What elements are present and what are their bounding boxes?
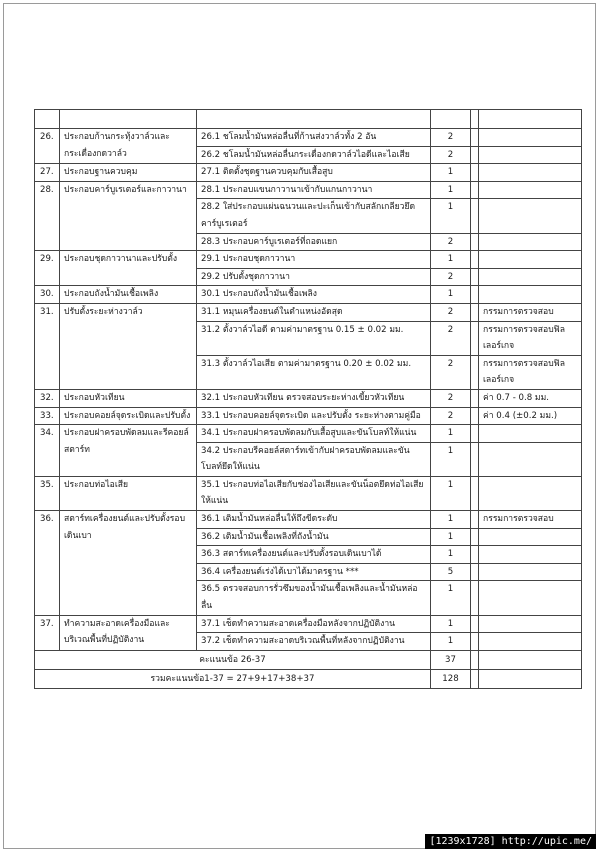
- remark-cell: [479, 251, 582, 269]
- sub-item: 35.1 ประกอบท่อไอเสียกับช่องไอเสียและขันน็อตยึดท่อไอเสียให้แน่น: [197, 476, 431, 510]
- spacer-cell: [471, 650, 479, 669]
- table-row: [35, 129, 582, 147]
- score-cell: 1: [431, 164, 471, 182]
- sub-item: 36.4 เครื่องยนต์เร่งได้เบาได้มาตรฐาน ***: [197, 563, 431, 581]
- spacer-cell: [471, 181, 479, 199]
- item-number: 30.: [35, 286, 60, 304]
- sub-item: 26.2 ชโลมน้ำมันหล่อลื่นกระเดื่องกดวาล์วไอดีและไอเสีย: [197, 146, 431, 164]
- score-cell: 2: [431, 233, 471, 251]
- item-number: 34.: [35, 425, 60, 477]
- spacer-cell: [471, 563, 479, 581]
- table-row: [35, 181, 582, 199]
- score-cell: 1: [431, 286, 471, 304]
- spacer-cell: [471, 511, 479, 529]
- score-cell: 1: [431, 511, 471, 529]
- item-title: ประกอบคาร์บูเรเตอร์และกาวานา: [60, 181, 197, 250]
- score-cell: 2: [431, 129, 471, 147]
- spacer-cell: [471, 407, 479, 425]
- spacer-cell: [471, 233, 479, 251]
- spacer-cell: [471, 669, 479, 688]
- score-cell: 2: [431, 303, 471, 321]
- score-cell: 1: [431, 528, 471, 546]
- score-cell: 1: [431, 199, 471, 233]
- item-title: ประกอบก้านกระทุ้งวาล์วและกระเดื่องกดวาล์ว: [60, 129, 197, 164]
- spacer-cell: [471, 476, 479, 510]
- sub-item: 28.1 ประกอบแขนกาวานาเข้ากับแกนกาวานา: [197, 181, 431, 199]
- table-row: [35, 511, 582, 529]
- item-number: 28.: [35, 181, 60, 250]
- sub-item: 26.1 ชโลมน้ำมันหล่อลื่นที่ก้านส่งวาล์วทั้ง 2 อัน: [197, 129, 431, 147]
- remark-cell: [479, 164, 582, 182]
- total-value: 37: [431, 650, 471, 669]
- remark-cell: [479, 129, 582, 147]
- blank-header-row: [35, 110, 582, 129]
- item-number: 37.: [35, 615, 60, 650]
- spacer-cell: [471, 633, 479, 651]
- sub-item: 36.2 เติมน้ำมันเชื้อเพลิงที่ถังน้ำมัน: [197, 528, 431, 546]
- sub-item: 33.1 ประกอบคอยล์จุดระเบิด และปรับตั้ง ระยะห่างตามคู่มือ: [197, 407, 431, 425]
- score-cell: 1: [431, 425, 471, 443]
- table-row: [35, 286, 582, 304]
- remark-cell: [479, 528, 582, 546]
- score-cell: 1: [431, 615, 471, 633]
- sub-item: 31.2 ตั้งวาล์วไอดี ตามค่ามาตรฐาน 0.15 ± 0.02 มม.: [197, 321, 431, 355]
- total-label: รวมคะแนนข้อ1-37 = 27+9+17+38+37: [35, 669, 431, 688]
- score-cell: 1: [431, 476, 471, 510]
- spacer-cell: [471, 164, 479, 182]
- spacer-cell: [471, 303, 479, 321]
- total-label: คะแนนข้อ 26-37: [35, 650, 431, 669]
- sub-item: 34.2 ประกอบรีคอยล์สตาร์ทเข้ากับฝาครอบพัดลมและขันโบลท์ยึดให้แน่น: [197, 442, 431, 476]
- total-row: [35, 669, 582, 688]
- score-cell: 5: [431, 563, 471, 581]
- remark-cell: [479, 581, 582, 615]
- table-row: [35, 615, 582, 633]
- remark-cell: [479, 181, 582, 199]
- remark-cell: กรรมการตรวจสอบฟิลเลอร์เกจ: [479, 355, 582, 389]
- remark-cell: [479, 199, 582, 233]
- score-cell: 1: [431, 251, 471, 269]
- item-title: ประกอบฝาครอบพัดลมและรีคอยล์สตาร์ท: [60, 425, 197, 477]
- remark-cell: ค่า 0.7 - 0.8 มม.: [479, 389, 582, 407]
- sub-item: 32.1 ประกอบหัวเทียน ตรวจสอบระยะห่างเขี้ยวหัวเทียน: [197, 389, 431, 407]
- item-title: ปรับตั้งระยะห่างวาล์ว: [60, 303, 197, 389]
- spacer-cell: [471, 615, 479, 633]
- sub-item: 28.3 ประกอบคาร์บูเรเตอร์ที่ถอดแยก: [197, 233, 431, 251]
- spacer-cell: [471, 251, 479, 269]
- item-number: 33.: [35, 407, 60, 425]
- table-row: [35, 303, 582, 321]
- sub-item: 36.1 เติมน้ำมันหล่อลื่นให้ถึงขีดระดับ: [197, 511, 431, 529]
- remark-cell: [479, 546, 582, 564]
- score-table: [34, 109, 582, 689]
- remark-cell: [479, 233, 582, 251]
- remark-cell: [479, 146, 582, 164]
- remark-cell: กรรมการตรวจสอบ: [479, 511, 582, 529]
- spacer-cell: [471, 286, 479, 304]
- item-title: ประกอบฐานควบคุม: [60, 164, 197, 182]
- score-cell: 1: [431, 442, 471, 476]
- remark-cell: [479, 286, 582, 304]
- item-number: 36.: [35, 511, 60, 616]
- remark-cell: [479, 633, 582, 651]
- sub-item: 29.1 ประกอบชุดกาวานา: [197, 251, 431, 269]
- spacer-cell: [471, 425, 479, 443]
- sub-item: 30.1 ประกอบถังน้ำมันเชื้อเพลิง: [197, 286, 431, 304]
- remark-cell: [479, 669, 582, 688]
- sub-item: 36.3 สตาร์ทเครื่องยนต์และปรับตั้งรอบเดินเบาได้: [197, 546, 431, 564]
- score-cell: 2: [431, 268, 471, 286]
- score-cell: 1: [431, 546, 471, 564]
- spacer-cell: [471, 146, 479, 164]
- sub-item: 36.5 ตรวจสอบการรั่วซึมของน้ำมันเชื้อเพลิงและน้ำมันหล่อลื่น: [197, 581, 431, 615]
- table-row: [35, 476, 582, 510]
- spacer-cell: [471, 268, 479, 286]
- watermark: [1239x1728] http://upic.me/: [425, 834, 596, 849]
- score-cell: 1: [431, 633, 471, 651]
- spacer-cell: [471, 581, 479, 615]
- sub-item: 31.1 หมุนเครื่องยนต์ในตำแหน่งอัดสุด: [197, 303, 431, 321]
- item-number: 35.: [35, 476, 60, 510]
- spacer-cell: [471, 321, 479, 355]
- score-cell: 2: [431, 355, 471, 389]
- item-title: ประกอบคอยล์จุดระเบิดและปรับตั้ง: [60, 407, 197, 425]
- remark-cell: ค่า 0.4 (±0.2 มม.): [479, 407, 582, 425]
- sub-item: 31.3 ตั้งวาล์วไอเสีย ตามค่ามาตรฐาน 0.20 ± 0.02 มม.: [197, 355, 431, 389]
- spacer-cell: [471, 528, 479, 546]
- spacer-cell: [471, 546, 479, 564]
- remark-cell: [479, 650, 582, 669]
- spacer-cell: [471, 199, 479, 233]
- table-row: [35, 425, 582, 443]
- sub-item: 27.1 ติดตั้งชุดฐานควบคุมกับเสื้อสูบ: [197, 164, 431, 182]
- remark-cell: กรรมการตรวจสอบ: [479, 303, 582, 321]
- item-title: สตาร์ทเครื่องยนต์และปรับตั้งรอบเดินเบา: [60, 511, 197, 616]
- item-number: 27.: [35, 164, 60, 182]
- remark-cell: [479, 442, 582, 476]
- sub-item: 37.2 เช็ดทำความสะอาดบริเวณพื้นที่หลังจากปฏิบัติงาน: [197, 633, 431, 651]
- remark-cell: [479, 268, 582, 286]
- spacer-cell: [471, 129, 479, 147]
- remark-cell: กรรมการตรวจสอบฟิลเลอร์เกจ: [479, 321, 582, 355]
- item-number: 31.: [35, 303, 60, 389]
- sub-item: 29.2 ปรับตั้งชุดกาวานา: [197, 268, 431, 286]
- spacer-cell: [471, 355, 479, 389]
- table-row: [35, 164, 582, 182]
- remark-cell: [479, 425, 582, 443]
- item-number: 26.: [35, 129, 60, 164]
- total-value: 128: [431, 669, 471, 688]
- item-number: 29.: [35, 251, 60, 286]
- total-row: [35, 650, 582, 669]
- item-number: 32.: [35, 389, 60, 407]
- item-title: ทำความสะอาดเครื่องมือและบริเวณพื้นที่ปฏิบัติงาน: [60, 615, 197, 650]
- item-title: ประกอบถังน้ำมันเชื้อเพลิง: [60, 286, 197, 304]
- score-cell: 2: [431, 321, 471, 355]
- score-cell: 1: [431, 581, 471, 615]
- table-row: [35, 251, 582, 269]
- sub-item: 37.1 เช็ดทำความสะอาดเครื่องมือหลังจากปฏิบัติงาน: [197, 615, 431, 633]
- table-row: [35, 407, 582, 425]
- item-title: ประกอบท่อไอเสีย: [60, 476, 197, 510]
- remark-cell: [479, 476, 582, 510]
- score-cell: 2: [431, 389, 471, 407]
- score-cell: 2: [431, 407, 471, 425]
- score-cell: 2: [431, 146, 471, 164]
- sub-item: 34.1 ประกอบฝาครอบพัดลมกับเสื้อสูบและขันโบลท์ให้แน่น: [197, 425, 431, 443]
- item-title: ประกอบหัวเทียน: [60, 389, 197, 407]
- remark-cell: [479, 615, 582, 633]
- score-cell: 1: [431, 181, 471, 199]
- remark-cell: [479, 563, 582, 581]
- spacer-cell: [471, 389, 479, 407]
- item-title: ประกอบชุดกาวานาและปรับตั้ง: [60, 251, 197, 286]
- table-row: [35, 389, 582, 407]
- score-table-body: [35, 110, 582, 689]
- sub-item: 28.2 ใส่ประกอบแผ่นฉนวนและปะเก็นเข้ากับสลักเกลียวยึดคาร์บูเรเตอร์: [197, 199, 431, 233]
- spacer-cell: [471, 442, 479, 476]
